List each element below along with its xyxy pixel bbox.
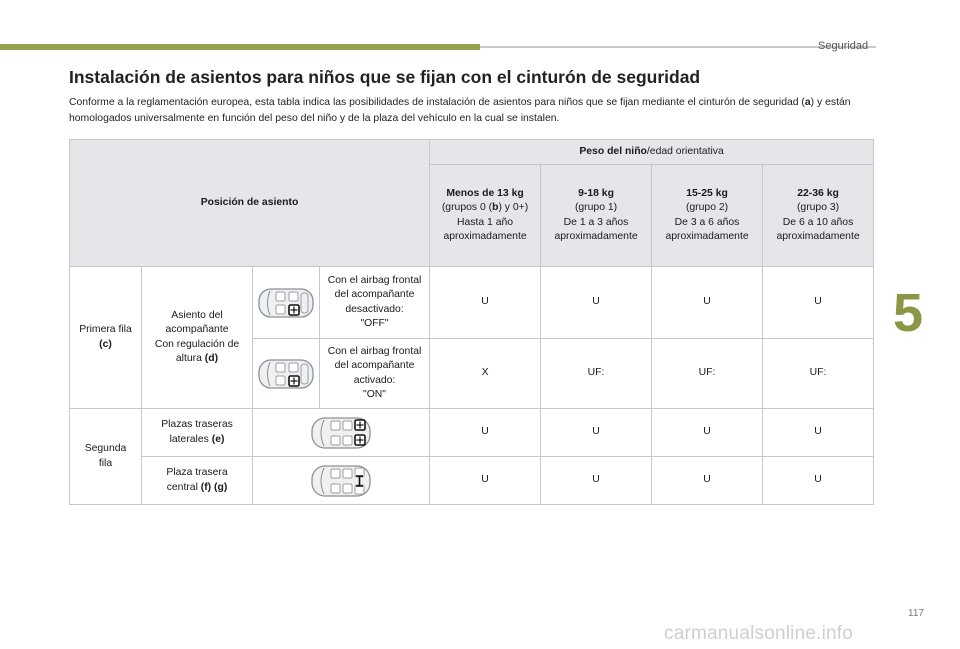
page-number: 117	[908, 608, 924, 619]
intro-paragraph	[69, 95, 874, 126]
value-cell: U	[430, 267, 541, 339]
value-cell: U	[430, 409, 541, 457]
intro-text-2: ) y están homologados universalmente en función del peso del niño y de la plaza del vehículo en la cual se instalen.	[69, 97, 851, 124]
table-row	[70, 267, 874, 339]
car-seat-rear-lateral-icon	[309, 415, 373, 451]
header-row-1	[70, 140, 874, 165]
header-accent-bar	[0, 44, 480, 50]
value-cell: U	[541, 409, 652, 457]
value-cell: U	[430, 457, 541, 505]
child-seat-table	[69, 139, 874, 505]
group-header-3: 22-36 kg (grupo 3) De 6 a 10 años aproximadamente	[763, 165, 874, 267]
page-title: Instalación de asientos para niños que se fijan con el cinturón de seguridad	[69, 67, 701, 87]
group-header-2: 15-25 kg (grupo 2) De 3 a 6 años aproximadamente	[652, 165, 763, 267]
value-cell: U	[541, 267, 652, 339]
value-cell: U	[763, 409, 874, 457]
value-cell: U	[652, 409, 763, 457]
value-cell: UF:	[763, 339, 874, 409]
airbag-on-description: Con el airbag frontal del acompañante activado: "ON"	[320, 339, 430, 409]
watermark: carmanualsonline.info	[664, 623, 854, 644]
lateral-seat-description: Plazas traseras laterales (e)	[142, 409, 253, 457]
central-seat-description: Plaza trasera central (f) (g)	[142, 457, 253, 505]
value-cell: UF:	[541, 339, 652, 409]
car-seat-front-rearfacing-icon	[256, 286, 316, 320]
value-cell: U	[541, 457, 652, 505]
car-diagram-cell	[253, 339, 320, 409]
table-row	[70, 457, 874, 505]
intro-text-1: Conforme a la reglamentación europea, esta tabla indica las posibilidades de instalación de asientos para niños que se fijan mediante el cinturón de seguridad (	[69, 97, 805, 108]
value-cell: U	[652, 267, 763, 339]
front-row-label: Primera fila (c)	[70, 267, 142, 409]
position-header: Posición de asiento	[70, 140, 430, 267]
second-row-label: Segunda fila	[70, 409, 142, 505]
value-cell: X	[430, 339, 541, 409]
weight-header: Peso del niño/edad orientativa	[430, 140, 874, 165]
car-diagram-cell	[253, 267, 320, 339]
group-header-1: 9-18 kg (grupo 1) De 1 a 3 años aproximadamente	[541, 165, 652, 267]
value-cell: U	[652, 457, 763, 505]
section-label: Seguridad	[818, 40, 869, 52]
value-cell: U	[763, 457, 874, 505]
intro-ref-a: a	[804, 97, 811, 108]
chapter-number: 5	[893, 283, 924, 343]
value-cell: U	[763, 267, 874, 339]
car-diagram-cell	[253, 457, 430, 505]
airbag-off-description: Con el airbag frontal del acompañante desactivado: "OFF"	[320, 267, 430, 339]
car-seat-rear-central-icon	[309, 463, 373, 499]
car-diagram-cell	[253, 409, 430, 457]
car-seat-front-forwardfacing-icon	[256, 357, 316, 391]
front-seat-description: Asiento del acompañante Con regulación de altura (d)	[142, 267, 253, 409]
value-cell: UF:	[652, 339, 763, 409]
header-rule	[480, 46, 876, 48]
group-header-0: Menos de 13 kg (grupos 0 (b) y 0+) Hasta 1 año aproximadamente	[430, 165, 541, 267]
table-row	[70, 409, 874, 457]
